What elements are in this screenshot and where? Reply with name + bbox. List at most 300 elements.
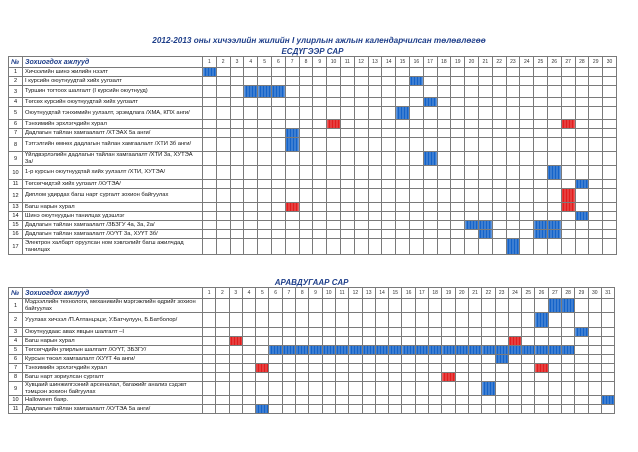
- day-cell: [534, 152, 548, 166]
- day-cell: [375, 313, 388, 328]
- day-cell: [575, 98, 589, 107]
- day-header: 23: [506, 57, 520, 68]
- day-cell: [327, 86, 341, 98]
- day-cell: [508, 396, 521, 405]
- blue-mark-cell: [269, 346, 282, 355]
- day-cell: [335, 313, 348, 328]
- blue-mark-cell: [349, 346, 362, 355]
- blue-mark-cell: [465, 221, 479, 230]
- day-cell: [349, 364, 362, 373]
- day-cell: [313, 221, 327, 230]
- blue-mark-cell: [495, 346, 508, 355]
- day-cell: [389, 405, 402, 414]
- month-title-row: [9, 47, 617, 57]
- day-cell: [322, 337, 335, 346]
- day-header: 7: [285, 57, 299, 68]
- day-cell: [203, 396, 216, 405]
- day-cell: [451, 221, 465, 230]
- task-name: Оюутнуудтай тэнхимийн уулзалт, эрэмдлага /ХМА, КПХ анги/: [23, 107, 203, 120]
- day-cell: [244, 203, 258, 212]
- day-header: 8: [299, 57, 313, 68]
- day-cell: [354, 107, 368, 120]
- october-calendar-table: [8, 278, 615, 414]
- day-cell: [562, 328, 575, 337]
- day-cell: [465, 77, 479, 86]
- day-cell: [437, 120, 451, 129]
- day-cell: [423, 230, 437, 239]
- day-cell: [451, 98, 465, 107]
- day-cell: [451, 203, 465, 212]
- day-cell: [423, 203, 437, 212]
- day-cell: [322, 396, 335, 405]
- day-cell: [242, 382, 255, 396]
- day-cell: [561, 107, 575, 120]
- day-cell: [589, 152, 603, 166]
- day-cell: [203, 299, 216, 313]
- day-cell: [575, 152, 589, 166]
- day-cell: [402, 299, 415, 313]
- day-cell: [244, 152, 258, 166]
- day-cell: [242, 355, 255, 364]
- day-cell: [203, 180, 217, 189]
- day-cell: [423, 221, 437, 230]
- row-number: 10: [9, 166, 23, 180]
- day-cell: [575, 68, 589, 77]
- day-cell: [271, 166, 285, 180]
- day-cell: [362, 396, 375, 405]
- blue-mark-cell: [535, 313, 548, 328]
- day-cell: [299, 86, 313, 98]
- day-cell: [327, 180, 341, 189]
- day-cell: [242, 364, 255, 373]
- day-cell: [282, 355, 295, 364]
- day-cell: [482, 405, 495, 414]
- day-cell: [242, 346, 255, 355]
- day-cell: [548, 405, 561, 414]
- day-cell: [465, 180, 479, 189]
- day-cell: [216, 299, 229, 313]
- row-number: 3: [9, 328, 23, 337]
- day-header: 24: [520, 57, 534, 68]
- day-cell: [216, 152, 230, 166]
- day-cell: [455, 299, 468, 313]
- day-cell: [258, 138, 272, 152]
- day-cell: [455, 373, 468, 382]
- day-cell: [327, 98, 341, 107]
- day-cell: [396, 77, 410, 86]
- blue-mark-cell: [575, 328, 588, 337]
- day-cell: [465, 107, 479, 120]
- day-cell: [492, 120, 506, 129]
- task-name: Төгсөх курсийн оюутнуудтай хийх уулзалт: [23, 98, 203, 107]
- row-number: 2: [9, 77, 23, 86]
- day-cell: [230, 180, 244, 189]
- day-cell: [258, 120, 272, 129]
- day-cell: [203, 152, 217, 166]
- day-header: 25: [534, 57, 548, 68]
- day-cell: [216, 189, 230, 203]
- task-row: [9, 313, 615, 328]
- blue-mark-cell: [402, 346, 415, 355]
- day-cell: [299, 152, 313, 166]
- day-cell: [409, 129, 423, 138]
- task-row: [9, 355, 615, 364]
- day-cell: [415, 355, 428, 364]
- day-cell: [522, 337, 535, 346]
- day-cell: [229, 313, 242, 328]
- day-cell: [482, 396, 495, 405]
- day-cell: [340, 68, 354, 77]
- day-cell: [575, 86, 589, 98]
- day-cell: [256, 382, 269, 396]
- day-cell: [230, 138, 244, 152]
- day-cell: [229, 373, 242, 382]
- day-cell: [547, 98, 561, 107]
- day-header: 11: [335, 288, 348, 299]
- day-cell: [589, 107, 603, 120]
- day-cell: [423, 180, 437, 189]
- day-cell: [429, 405, 442, 414]
- blue-mark-cell: [335, 346, 348, 355]
- day-cell: [203, 313, 216, 328]
- day-cell: [603, 203, 617, 212]
- day-cell: [415, 373, 428, 382]
- day-cell: [495, 337, 508, 346]
- day-cell: [335, 299, 348, 313]
- day-cell: [520, 212, 534, 221]
- day-cell: [389, 364, 402, 373]
- day-cell: [335, 355, 348, 364]
- day-cell: [335, 396, 348, 405]
- task-name: Багш нарын хурал: [23, 337, 203, 346]
- day-cell: [327, 166, 341, 180]
- day-cell: [409, 221, 423, 230]
- day-cell: [535, 373, 548, 382]
- day-cell: [313, 152, 327, 166]
- day-cell: [354, 120, 368, 129]
- day-cell: [409, 239, 423, 255]
- day-header: 4: [244, 57, 258, 68]
- day-cell: [375, 405, 388, 414]
- day-cell: [402, 373, 415, 382]
- day-cell: [482, 337, 495, 346]
- day-cell: [534, 212, 548, 221]
- day-cell: [396, 203, 410, 212]
- day-cell: [423, 138, 437, 152]
- day-cell: [451, 189, 465, 203]
- day-header: 27: [548, 288, 561, 299]
- day-cell: [299, 180, 313, 189]
- day-cell: [506, 129, 520, 138]
- day-cell: [203, 138, 217, 152]
- day-header: 1: [203, 57, 217, 68]
- day-cell: [271, 203, 285, 212]
- day-cell: [354, 152, 368, 166]
- day-cell: [548, 396, 561, 405]
- day-header: 30: [603, 57, 617, 68]
- day-cell: [382, 239, 396, 255]
- day-cell: [216, 129, 230, 138]
- row-number: 9: [9, 152, 23, 166]
- day-cell: [375, 373, 388, 382]
- day-cell: [534, 203, 548, 212]
- day-cell: [285, 120, 299, 129]
- red-mark-cell: [561, 189, 575, 203]
- day-cell: [285, 180, 299, 189]
- day-cell: [313, 120, 327, 129]
- day-cell: [382, 203, 396, 212]
- day-cell: [402, 396, 415, 405]
- day-cell: [547, 129, 561, 138]
- task-row: [9, 120, 617, 129]
- task-name: Halloween баяр.: [23, 396, 203, 405]
- day-cell: [451, 166, 465, 180]
- day-cell: [495, 313, 508, 328]
- blue-mark-cell: [506, 239, 520, 255]
- day-cell: [415, 382, 428, 396]
- day-cell: [269, 355, 282, 364]
- day-cell: [296, 364, 309, 373]
- day-cell: [382, 98, 396, 107]
- day-cell: [465, 239, 479, 255]
- day-cell: [478, 77, 492, 86]
- day-cell: [588, 355, 601, 364]
- day-cell: [322, 405, 335, 414]
- day-cell: [269, 328, 282, 337]
- day-cell: [423, 189, 437, 203]
- day-cell: [465, 120, 479, 129]
- blue-mark-cell: [547, 221, 561, 230]
- day-cell: [230, 203, 244, 212]
- day-cell: [520, 77, 534, 86]
- day-cell: [442, 405, 455, 414]
- day-header: 21: [468, 288, 481, 299]
- day-cell: [437, 239, 451, 255]
- task-row: [9, 98, 617, 107]
- day-cell: [429, 382, 442, 396]
- day-cell: [389, 299, 402, 313]
- blue-mark-cell: [423, 98, 437, 107]
- day-cell: [561, 68, 575, 77]
- day-cell: [575, 364, 588, 373]
- day-cell: [242, 396, 255, 405]
- day-cell: [429, 396, 442, 405]
- task-name: Дадлагын тайлан хамгаалалт /ХУҮТ 3а, ХУҮТ 3б/: [23, 230, 203, 239]
- day-cell: [216, 138, 230, 152]
- day-cell: [451, 230, 465, 239]
- day-cell: [492, 129, 506, 138]
- blue-mark-cell: [548, 299, 561, 313]
- day-cell: [368, 98, 382, 107]
- day-cell: [522, 313, 535, 328]
- day-cell: [423, 86, 437, 98]
- day-cell: [230, 120, 244, 129]
- day-cell: [588, 346, 601, 355]
- blue-mark-cell: [375, 346, 388, 355]
- task-row: [9, 221, 617, 230]
- day-cell: [230, 221, 244, 230]
- day-cell: [534, 120, 548, 129]
- task-row: [9, 328, 615, 337]
- day-cell: [309, 364, 322, 373]
- row-number: 7: [9, 129, 23, 138]
- day-cell: [203, 382, 216, 396]
- day-cell: [437, 203, 451, 212]
- day-cell: [354, 221, 368, 230]
- day-cell: [520, 107, 534, 120]
- day-cell: [203, 405, 216, 414]
- day-cell: [216, 328, 229, 337]
- day-cell: [534, 107, 548, 120]
- day-cell: [368, 77, 382, 86]
- day-cell: [282, 396, 295, 405]
- day-cell: [506, 98, 520, 107]
- day-cell: [589, 180, 603, 189]
- day-header: 11: [340, 57, 354, 68]
- row-number: 11: [9, 180, 23, 189]
- day-cell: [271, 129, 285, 138]
- row-number: 15: [9, 221, 23, 230]
- day-cell: [478, 129, 492, 138]
- day-cell: [562, 405, 575, 414]
- day-cell: [495, 328, 508, 337]
- day-cell: [375, 364, 388, 373]
- day-cell: [562, 364, 575, 373]
- day-cell: [349, 337, 362, 346]
- day-cell: [402, 328, 415, 337]
- day-cell: [216, 77, 230, 86]
- day-cell: [382, 166, 396, 180]
- header-number: №: [9, 57, 23, 68]
- day-cell: [285, 230, 299, 239]
- day-cell: [402, 382, 415, 396]
- day-cell: [271, 239, 285, 255]
- day-cell: [429, 299, 442, 313]
- day-cell: [548, 355, 561, 364]
- day-header: 13: [362, 288, 375, 299]
- day-cell: [216, 98, 230, 107]
- day-cell: [547, 189, 561, 203]
- day-cell: [382, 77, 396, 86]
- day-cell: [547, 86, 561, 98]
- day-header: 15: [389, 288, 402, 299]
- day-cell: [340, 203, 354, 212]
- day-header: 23: [495, 288, 508, 299]
- day-cell: [203, 337, 216, 346]
- day-cell: [482, 364, 495, 373]
- day-cell: [603, 180, 617, 189]
- day-cell: [465, 230, 479, 239]
- day-cell: [285, 98, 299, 107]
- day-cell: [451, 129, 465, 138]
- day-cell: [203, 77, 217, 86]
- day-cell: [271, 98, 285, 107]
- day-cell: [603, 98, 617, 107]
- day-cell: [313, 239, 327, 255]
- day-cell: [216, 396, 229, 405]
- day-cell: [589, 239, 603, 255]
- day-cell: [603, 86, 617, 98]
- day-cell: [478, 138, 492, 152]
- day-cell: [423, 68, 437, 77]
- day-cell: [547, 107, 561, 120]
- day-cell: [575, 337, 588, 346]
- day-cell: [296, 373, 309, 382]
- day-cell: [575, 203, 589, 212]
- day-cell: [451, 68, 465, 77]
- day-cell: [548, 364, 561, 373]
- day-cell: [506, 107, 520, 120]
- day-cell: [601, 328, 614, 337]
- day-cell: [335, 373, 348, 382]
- day-cell: [340, 166, 354, 180]
- day-cell: [368, 239, 382, 255]
- day-header: 18: [437, 57, 451, 68]
- day-cell: [354, 212, 368, 221]
- day-cell: [340, 180, 354, 189]
- blue-mark-cell: [415, 346, 428, 355]
- day-cell: [375, 337, 388, 346]
- day-cell: [601, 337, 614, 346]
- blue-mark-cell: [482, 346, 495, 355]
- day-cell: [478, 152, 492, 166]
- day-cell: [322, 313, 335, 328]
- day-header: 14: [382, 57, 396, 68]
- day-cell: [520, 180, 534, 189]
- day-cell: [354, 166, 368, 180]
- day-cell: [269, 299, 282, 313]
- day-header: 4: [242, 288, 255, 299]
- day-cell: [258, 203, 272, 212]
- day-cell: [451, 212, 465, 221]
- day-cell: [327, 230, 341, 239]
- day-cell: [589, 68, 603, 77]
- day-header: 28: [562, 288, 575, 299]
- day-cell: [506, 166, 520, 180]
- day-cell: [589, 86, 603, 98]
- day-cell: [415, 396, 428, 405]
- task-name: 1-р курсын оюутнуудтай хийх уулзалт /ХТИ, ХУТЭА/: [23, 166, 203, 180]
- day-cell: [402, 337, 415, 346]
- day-cell: [313, 212, 327, 221]
- day-cell: [402, 405, 415, 414]
- day-cell: [520, 230, 534, 239]
- day-cell: [327, 129, 341, 138]
- month-title-row: [9, 278, 615, 288]
- row-number: 3: [9, 86, 23, 98]
- day-cell: [468, 313, 481, 328]
- day-cell: [282, 337, 295, 346]
- day-cell: [415, 299, 428, 313]
- day-header: 24: [508, 288, 521, 299]
- day-cell: [335, 337, 348, 346]
- day-cell: [561, 77, 575, 86]
- day-cell: [455, 364, 468, 373]
- day-cell: [492, 98, 506, 107]
- row-number: 2: [9, 313, 23, 328]
- day-cell: [478, 98, 492, 107]
- day-cell: [506, 203, 520, 212]
- blue-mark-cell: [296, 346, 309, 355]
- day-header: 21: [478, 57, 492, 68]
- day-cell: [296, 328, 309, 337]
- day-cell: [216, 212, 230, 221]
- day-header: 31: [601, 288, 614, 299]
- blue-mark-cell: [442, 346, 455, 355]
- day-cell: [588, 328, 601, 337]
- day-cell: [327, 107, 341, 120]
- day-cell: [335, 382, 348, 396]
